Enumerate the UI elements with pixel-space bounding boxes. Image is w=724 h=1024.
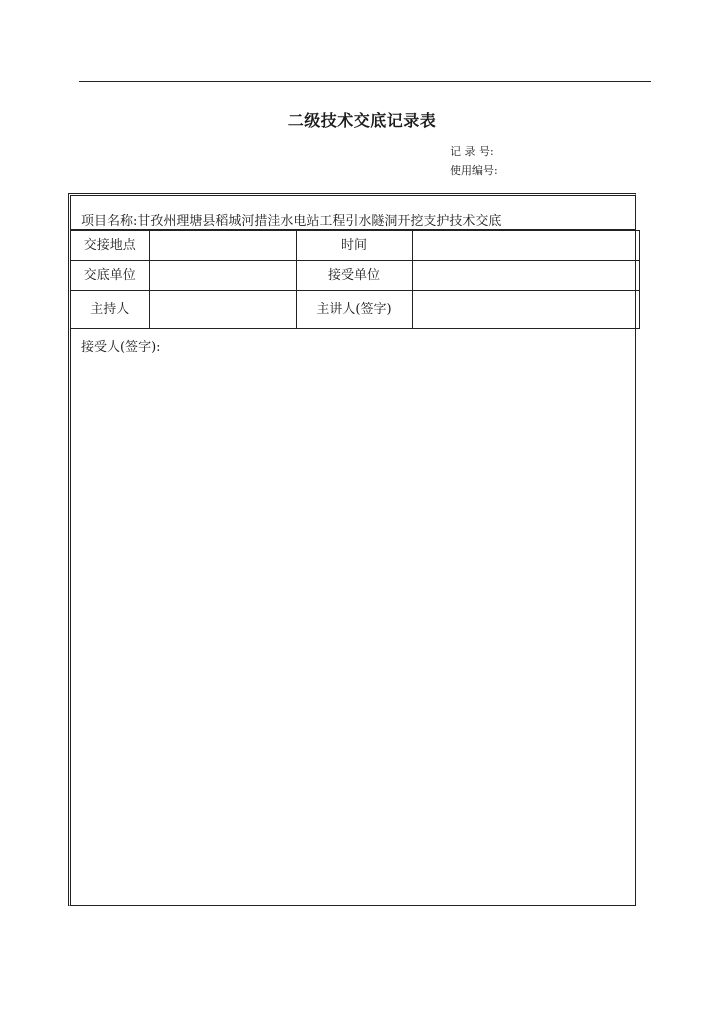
document-title: 二级技术交底记录表	[287, 111, 437, 130]
time-field[interactable]	[412, 231, 639, 261]
briefing-unit-label: 交底单位	[71, 261, 149, 291]
table-row	[71, 291, 639, 329]
receiving-unit-label: 接受单位	[296, 261, 412, 291]
handover-location-label: 交接地点	[71, 231, 149, 261]
briefing-unit-field[interactable]	[149, 261, 296, 291]
project-name-field: 项目名称:甘孜州理塘县稻城河措洼水电站工程引水隧洞开挖支护技术交底	[71, 196, 635, 230]
table-row	[71, 261, 639, 291]
host-field[interactable]	[149, 291, 296, 329]
usage-number-label: 使用编号:	[450, 164, 498, 177]
briefing-info-table	[71, 230, 640, 329]
table-row	[71, 231, 639, 261]
time-label: 时间	[296, 231, 412, 261]
speaker-signature-label: 主讲人(签字)	[296, 291, 412, 329]
host-label: 主持人	[71, 291, 149, 329]
receiving-unit-field[interactable]	[412, 261, 639, 291]
header-rule	[79, 81, 651, 82]
briefing-form	[68, 193, 636, 906]
record-number-label: 记 录 号:	[450, 145, 494, 158]
speaker-signature-field[interactable]	[412, 291, 639, 329]
handover-location-field[interactable]	[149, 231, 296, 261]
receivers-signature-label: 接受人(签字):	[81, 340, 161, 355]
